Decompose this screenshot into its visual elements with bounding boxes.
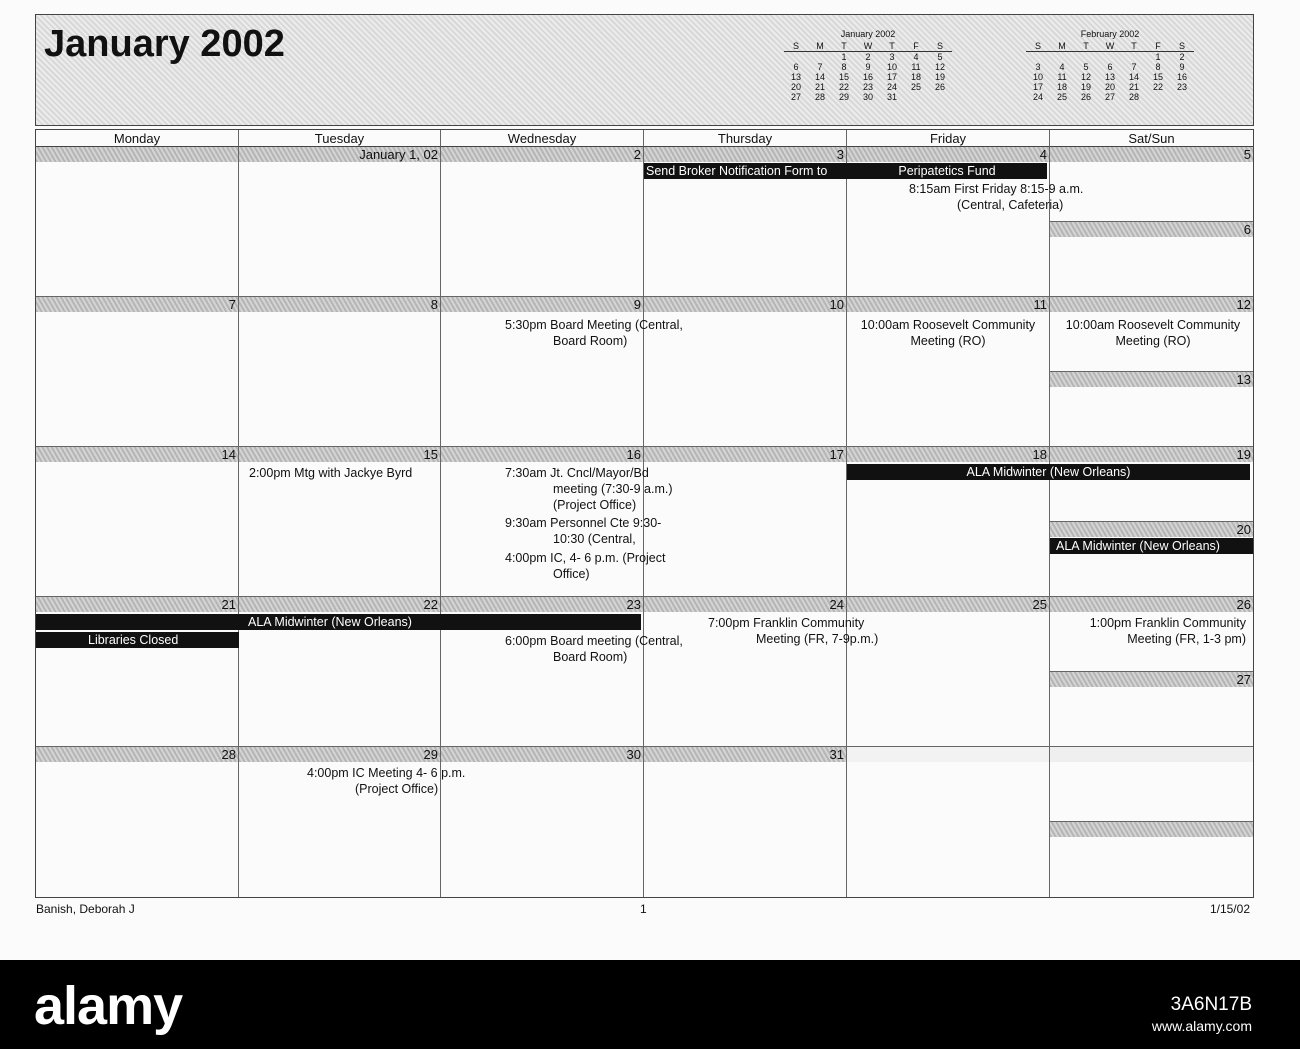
day-number: 8 (239, 297, 440, 312)
day-number: 31 (644, 747, 846, 762)
mini-day: 19 (934, 72, 945, 82)
mini-day: 18 (1056, 82, 1067, 92)
mini-day: 23 (1176, 82, 1187, 92)
event-banner[interactable]: ALA Midwinter (New Orleans) (1050, 538, 1253, 554)
footer-page-number: 1 (640, 902, 647, 916)
day-cell-9[interactable] (441, 297, 683, 447)
day-cell-2[interactable] (441, 147, 644, 297)
mini-weekday: S (928, 41, 952, 52)
mini-day: 1 (1155, 52, 1161, 62)
mini-day (1170, 92, 1194, 102)
stock-logo: alamy (34, 976, 183, 1036)
mini-calendar-grid (784, 41, 952, 102)
mini-day: 8 (1155, 62, 1161, 72)
day-number: 14 (36, 447, 238, 462)
event-item[interactable]: 10:00am Roosevelt Community Meeting (RO) (1065, 318, 1241, 348)
day-cell-24[interactable] (644, 597, 879, 747)
mini-day: 27 (1104, 92, 1115, 102)
mini-day: 11 (1057, 72, 1067, 82)
mini-day: 9 (865, 62, 871, 72)
day-cell-13[interactable] (1050, 372, 1253, 447)
mini-day (904, 92, 928, 102)
mini-day: 5 (937, 52, 943, 62)
mini-day: 3 (889, 52, 895, 62)
month-title: January 2002 (44, 23, 285, 65)
mini-day: 15 (1152, 72, 1163, 82)
day-number: 4 (847, 147, 1049, 162)
day-number: 5 (1050, 147, 1253, 162)
mini-day: 28 (814, 92, 825, 102)
mini-day: 12 (1080, 72, 1091, 82)
day-number: 21 (36, 597, 238, 612)
mini-day (1026, 52, 1050, 63)
mini-calendar-title: February 2002 (1080, 29, 1140, 39)
day-number: 27 (1050, 672, 1253, 687)
day-number: 30 (441, 747, 643, 762)
day-number: 12 (1050, 297, 1253, 312)
mini-day: 22 (1152, 82, 1163, 92)
event-item[interactable]: 8:15am First Friday 8:15-9 a.m. (Central, Cafeteria) (909, 182, 1084, 212)
weekday-header-tuesday: Tuesday (239, 130, 441, 147)
day-number: 6 (1050, 222, 1253, 237)
footer-date: 1/15/02 (1209, 902, 1250, 916)
mini-day: 12 (934, 62, 945, 72)
day-number: 13 (1050, 372, 1253, 387)
day-cell-12[interactable] (1050, 297, 1253, 372)
day-number: January 1, 02 (239, 147, 440, 162)
day-cell-31[interactable] (644, 747, 847, 897)
mini-calendar-title: January 2002 (840, 29, 896, 39)
mini-day: 29 (838, 92, 849, 102)
mini-day: 20 (1104, 82, 1115, 92)
event-item[interactable]: 1:00pm Franklin Community Meeting (FR, 1-3 pm) (1089, 616, 1246, 646)
mini-day (1050, 52, 1074, 63)
mini-day (1074, 52, 1098, 63)
weekday-header-weekend: Sat/Sun (1050, 130, 1253, 147)
day-number: 24 (644, 597, 846, 612)
mini-weekday: T (880, 41, 904, 52)
day-cell-empty[interactable] (847, 747, 1050, 897)
day-cell-11[interactable] (847, 297, 1050, 447)
day-number: 3 (644, 147, 846, 162)
day-cell-15[interactable] (239, 447, 441, 597)
mini-day: 6 (1107, 62, 1113, 72)
mini-weekday: W (1098, 41, 1122, 52)
mini-day: 28 (1128, 92, 1139, 102)
day-cell-empty[interactable] (1050, 822, 1253, 897)
day-number: 18 (847, 447, 1049, 462)
day-cell-10[interactable] (644, 297, 847, 447)
mini-day: 11 (911, 62, 921, 72)
day-number: 20 (1050, 522, 1253, 537)
mini-day: 22 (838, 82, 849, 92)
day-cell-8[interactable] (239, 297, 441, 447)
stock-watermark-bar (0, 960, 1300, 1049)
mini-day: 21 (1128, 82, 1139, 92)
day-cell-29[interactable] (239, 747, 466, 897)
day-bar (1050, 747, 1253, 762)
mini-day: 4 (913, 52, 919, 62)
mini-day: 24 (1032, 92, 1043, 102)
mini-day: 25 (910, 82, 921, 92)
mini-day: 7 (817, 62, 823, 72)
weekday-header-wednesday: Wednesday (441, 130, 644, 147)
mini-day: 31 (886, 92, 897, 102)
day-number: 22 (239, 597, 440, 612)
mini-day: 7 (1131, 62, 1137, 72)
day-number: 11 (847, 297, 1049, 312)
day-cell-empty[interactable] (36, 147, 239, 297)
mini-day: 23 (862, 82, 873, 92)
day-cell-5[interactable] (1050, 147, 1253, 222)
mini-calendar-grid (1026, 41, 1194, 102)
mini-day: 5 (1083, 62, 1089, 72)
day-number: 25 (847, 597, 1049, 612)
mini-day: 2 (1179, 52, 1185, 62)
event-item[interactable]: 4:00pm IC Meeting 4- 6 p.m. (Project Office) (307, 766, 466, 796)
day-number: 10 (644, 297, 846, 312)
day-number: 19 (1050, 447, 1253, 462)
event-item[interactable]: 6:00pm Board meeting (Central, Board Room) (505, 634, 683, 664)
event-banner-multiday[interactable]: ALA Midwinter (New Orleans) (36, 614, 641, 630)
day-cell-4[interactable] (847, 147, 1084, 297)
mini-day: 9 (1179, 62, 1185, 72)
stock-url: www.alamy.com (1151, 1018, 1252, 1034)
day-number: 9 (441, 297, 643, 312)
event-item[interactable]: 9:30am Personnel Cte 9:30-10:30 (Central, (505, 516, 662, 546)
day-number: 15 (239, 447, 440, 462)
mini-day: 26 (934, 82, 945, 92)
mini-day: 1 (841, 52, 847, 62)
mini-calendar-february (1026, 29, 1194, 102)
mini-day: 19 (1080, 82, 1091, 92)
mini-day: 17 (886, 72, 897, 82)
mini-day: 18 (910, 72, 921, 82)
calendar-header (35, 14, 1254, 126)
day-number: 26 (1050, 597, 1253, 612)
stock-image-id: 3A6N17B (1170, 994, 1252, 1015)
day-number: 2 (441, 147, 643, 162)
day-number: 16 (441, 447, 643, 462)
day-cell-17[interactable] (644, 447, 847, 597)
mini-day: 21 (814, 82, 825, 92)
day-cell-1[interactable] (239, 147, 441, 297)
day-cell-19[interactable] (1050, 447, 1253, 522)
event-banner[interactable]: Peripatetics Fund (847, 163, 1047, 179)
mini-day: 13 (1104, 72, 1115, 82)
mini-day: 2 (865, 52, 871, 62)
mini-weekday: M (808, 41, 832, 52)
mini-day (1146, 92, 1170, 102)
event-item[interactable]: 7:30am Jt. Cncl/Mayor/Bd meeting (7:30-9 a.m.) (Project Office) (505, 466, 673, 512)
mini-weekday: S (784, 41, 808, 52)
mini-day: 3 (1035, 62, 1041, 72)
mini-weekday: M (1050, 41, 1074, 52)
event-item[interactable]: 10:00am Roosevelt Community Meeting (RO) (860, 318, 1036, 348)
mini-day (1122, 52, 1146, 63)
day-cell-30[interactable] (441, 747, 644, 897)
mini-weekday: S (1170, 41, 1194, 52)
mini-weekday: S (1026, 41, 1050, 52)
mini-day: 16 (1176, 72, 1187, 82)
day-cell-20[interactable] (1050, 522, 1253, 597)
mini-day: 26 (1080, 92, 1091, 102)
event-item[interactable]: 4:00pm IC, 4- 6 p.m. (Project Office) (505, 551, 666, 581)
month-grid (35, 129, 1254, 898)
event-banner-multiday[interactable]: ALA Midwinter (New Orleans) (847, 464, 1250, 480)
mini-day: 10 (1032, 72, 1043, 82)
mini-day: 14 (814, 72, 825, 82)
event-item[interactable]: 7:00pm Franklin Community Meeting (FR, 7-9p.m.) (708, 616, 879, 646)
mini-day: 10 (886, 62, 897, 72)
mini-day: 16 (862, 72, 873, 82)
day-cell-empty[interactable] (1050, 747, 1253, 822)
weekday-header-monday: Monday (36, 130, 239, 147)
mini-day: 8 (841, 62, 847, 72)
day-cell-16[interactable] (441, 447, 673, 597)
mini-day (1098, 52, 1122, 63)
mini-day: 4 (1059, 62, 1065, 72)
mini-weekday: F (1146, 41, 1170, 52)
day-cell-25[interactable] (847, 597, 1050, 747)
mini-weekday: T (1122, 41, 1146, 52)
mini-day: 17 (1032, 82, 1043, 92)
day-cell-27[interactable] (1050, 672, 1253, 747)
day-cell-26[interactable] (1050, 597, 1253, 672)
mini-weekday: W (856, 41, 880, 52)
mini-weekday: F (904, 41, 928, 52)
event-banner[interactable]: Libraries Closed (36, 632, 239, 648)
mini-day: 27 (790, 92, 801, 102)
mini-day: 30 (862, 92, 873, 102)
mini-day: 15 (838, 72, 849, 82)
day-cell-6[interactable] (1050, 222, 1253, 297)
mini-weekday: T (832, 41, 856, 52)
event-banner[interactable]: Send Broker Notification Form to (644, 163, 847, 179)
day-cell-14[interactable] (36, 447, 239, 597)
weekday-header-thursday: Thursday (644, 130, 847, 147)
event-item[interactable]: 2:00pm Mtg with Jackye Byrd (249, 466, 413, 480)
event-item[interactable]: 5:30pm Board Meeting (Central, Board Room) (505, 318, 683, 348)
day-number: 23 (441, 597, 643, 612)
day-bar (36, 147, 238, 162)
footer-author: Banish, Deborah J (36, 902, 135, 916)
mini-day: 20 (790, 82, 801, 92)
mini-weekday: T (1074, 41, 1098, 52)
day-number: 17 (644, 447, 846, 462)
mini-day: 6 (793, 62, 799, 72)
mini-day: 14 (1128, 72, 1139, 82)
mini-day: 13 (790, 72, 801, 82)
day-number: 28 (36, 747, 238, 762)
day-cell-7[interactable] (36, 297, 239, 447)
weekday-header-friday: Friday (847, 130, 1050, 147)
day-bar (847, 747, 1049, 762)
mini-day (808, 52, 832, 63)
day-cell-28[interactable] (36, 747, 239, 897)
mini-day: 24 (886, 82, 897, 92)
mini-day (784, 52, 808, 63)
day-bar (1050, 822, 1253, 837)
mini-calendar-january (784, 29, 952, 102)
mini-day (928, 92, 952, 102)
day-number: 29 (239, 747, 440, 762)
day-number: 7 (36, 297, 238, 312)
day-cell-3[interactable] (644, 147, 847, 297)
mini-day: 25 (1056, 92, 1067, 102)
